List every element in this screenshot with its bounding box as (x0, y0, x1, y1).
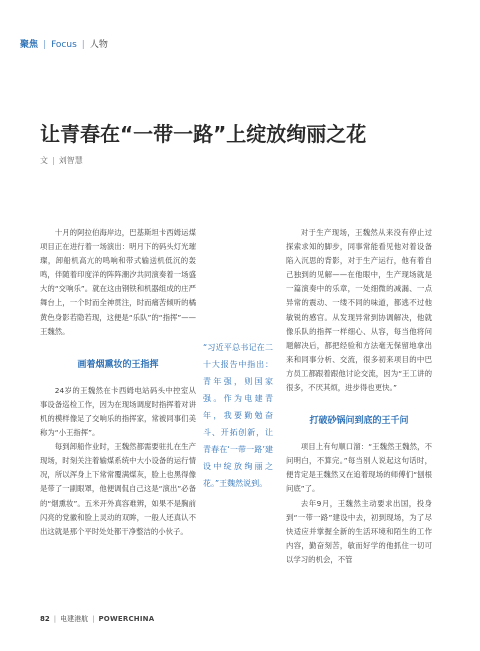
byline (40, 155, 83, 166)
author-name: 刘智慧 (58, 156, 83, 165)
paragraph: 每到卸船作业时，王魏然都需要驻扎在生产现场，时刻关注着输煤系统中大小设备的运行情况，所以浑身上下常常覆满煤灰，脸上也黑得像是带了一副眼罩，他便调侃自己这是“演出”必备的“烟熏妆”。五米开外真容难辨，如果不是胸前闪亮的党徽和脸上灵动的双眸，一般人还真认不出这就是那个平时处处都干净整洁的小伙子。 (40, 442, 196, 536)
page-footer (40, 614, 154, 624)
paragraph: 十月的阿拉伯海岸边，巴基斯坦卡西姆运煤项目正在进行着一场演出：明月下的码头灯光璀璨，卸船机高亢的鸣响和带式输送机低沉的轰鸣，伴随着印度洋的阵阵潮汐共同演奏着一场盛大的“交响乐”。就在这由钢铁和机器组成的庄严舞台上，一个时而全神贯注，时而痛苦倾听的橘黄色身影若隐若现，这便是“乐队”的“指挥”——王魏然。 (40, 228, 196, 336)
paragraph: 24岁的王魏然在卡西姆电站码头中控室从事设备巡检工作，因为在现场调度时指挥着对讲机的模样像足了交响乐的指挥家，常被同事们美称为“小王指挥”。 (40, 385, 196, 438)
paragraph: 对于生产现场，王魏然从来没有停止过探索求知的脚步，同事常能看见他对着设备陷入沉思的背影，对于生产运行，他有着自己独到的见解——在他眼中，生产现场就是一篇演奏中的乐章，一处细微的减漏、一点异常的震动、一缕不同的味道，都逃不过他敏锐的感官。从发现异常到协调解决，他就像乐队的指挥一样细心、从容，每当他将问题解决后，都把经验和方法毫无保留地拿出来和同事分析、交流，很多初来项目的中巴方员工都跟着跟他讨论交流，因为“王工讲的很多，不厌其烦，进步得也更快。” (286, 228, 432, 393)
publication-name-en: POWERCHINA (98, 615, 155, 623)
publication-name-cn: 电建港航 (60, 615, 89, 623)
section-label-en: Focus (51, 40, 77, 50)
header-separator: | (81, 40, 85, 50)
paragraph: 去年9月，王魏然主动要求出国，投身到“一带一路”建设中去，初到现场，为了尽快适应并掌握全新的生活环境和陌生的工作内容，勤奋刻苦，敏而好学的他抓住一切可以学习的机会，不管 (286, 498, 432, 564)
subsection-label: 人物 (89, 40, 108, 50)
footer-separator: | (92, 615, 95, 623)
pull-quote: “习近平总书记在二十大报告中指出：青年强，则国家强。作为电建青年，我要勤勉奋斗、开拓创新，让青春在‘一带一路’建设中绽放绚丽之花。”王魏然说到。 (203, 343, 273, 488)
section-label-cn: 聚焦 (20, 40, 39, 50)
footer-separator: | (53, 615, 57, 623)
subheading: 画着烟熏妆的王指挥 (77, 359, 159, 370)
byline-label: 文 (40, 156, 48, 165)
header-separator: | (43, 40, 47, 50)
article-title: 让青春在“一带一路”上绽放绚丽之花 (40, 122, 367, 146)
page-number: 82 (40, 615, 50, 623)
subheading: 打破砂锅问到底的王千问 (309, 416, 409, 427)
paragraph: 项目上有句顺口溜：“王魏然王魏然，不问明白，不算完。”每当别人说起这句话时，便肯定是王魏然又在追着现场的师傅们“刨根问底”了。 (286, 442, 432, 494)
left-column (40, 226, 196, 539)
right-column (286, 226, 432, 567)
byline-separator: | (52, 156, 55, 165)
section-header (20, 39, 108, 51)
